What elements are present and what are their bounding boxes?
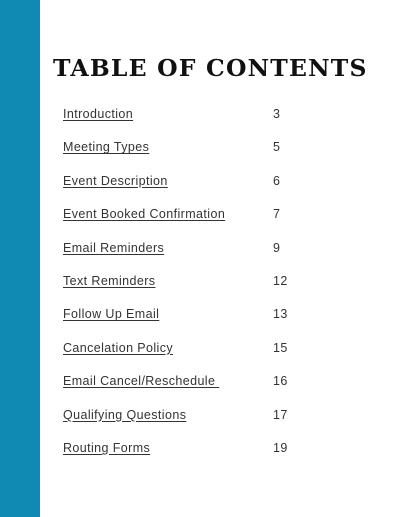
toc-list bbox=[63, 104, 363, 471]
toc-entry bbox=[63, 271, 363, 304]
toc-link-follow-up-email[interactable]: Follow Up Email bbox=[63, 307, 160, 322]
side-accent-bar bbox=[0, 0, 40, 517]
toc-link-introduction[interactable]: Introduction bbox=[63, 107, 134, 121]
toc-link-text-reminders[interactable]: Text Reminders bbox=[63, 273, 156, 288]
toc-entry bbox=[63, 438, 363, 471]
toc-entry bbox=[63, 204, 363, 237]
toc-page-number: 13 bbox=[273, 307, 288, 322]
toc-entry bbox=[63, 304, 363, 337]
toc-link-meeting-types[interactable]: Meeting Types bbox=[63, 140, 150, 155]
toc-link-routing-forms[interactable]: Routing Forms bbox=[63, 440, 151, 455]
toc-page-number: 6 bbox=[273, 173, 281, 188]
toc-link-qualifying-questions[interactable]: Qualifying Questions bbox=[63, 407, 187, 422]
page-title: TABLE OF CONTENTS bbox=[53, 54, 368, 82]
toc-page-number: 19 bbox=[273, 440, 288, 455]
toc-page-number: 5 bbox=[273, 140, 281, 155]
toc-entry bbox=[63, 338, 363, 371]
toc-page-number: 9 bbox=[273, 240, 281, 255]
toc-entry bbox=[63, 405, 363, 438]
toc-link-cancelation-policy[interactable]: Cancelation Policy bbox=[63, 340, 174, 355]
toc-entry bbox=[63, 371, 363, 404]
toc-entry bbox=[63, 171, 363, 204]
toc-link-email-reminders[interactable]: Email Reminders bbox=[63, 240, 165, 255]
toc-page-number: 16 bbox=[273, 374, 288, 389]
toc-page-number: 7 bbox=[273, 207, 281, 222]
toc-entry bbox=[63, 238, 363, 271]
toc-page-number: 12 bbox=[273, 273, 288, 288]
toc-page-number: 17 bbox=[273, 407, 288, 422]
toc-page-number: 15 bbox=[273, 340, 288, 355]
toc-link-email-cancel-reschedule[interactable]: Email Cancel/Reschedule bbox=[63, 374, 220, 389]
toc-entry bbox=[63, 104, 363, 137]
toc-link-event-description[interactable]: Event Description bbox=[63, 173, 168, 188]
toc-page-number: 3 bbox=[273, 107, 281, 121]
toc-link-event-booked-confirmation[interactable]: Event Booked Confirmation bbox=[63, 207, 226, 222]
toc-entry bbox=[63, 137, 363, 170]
